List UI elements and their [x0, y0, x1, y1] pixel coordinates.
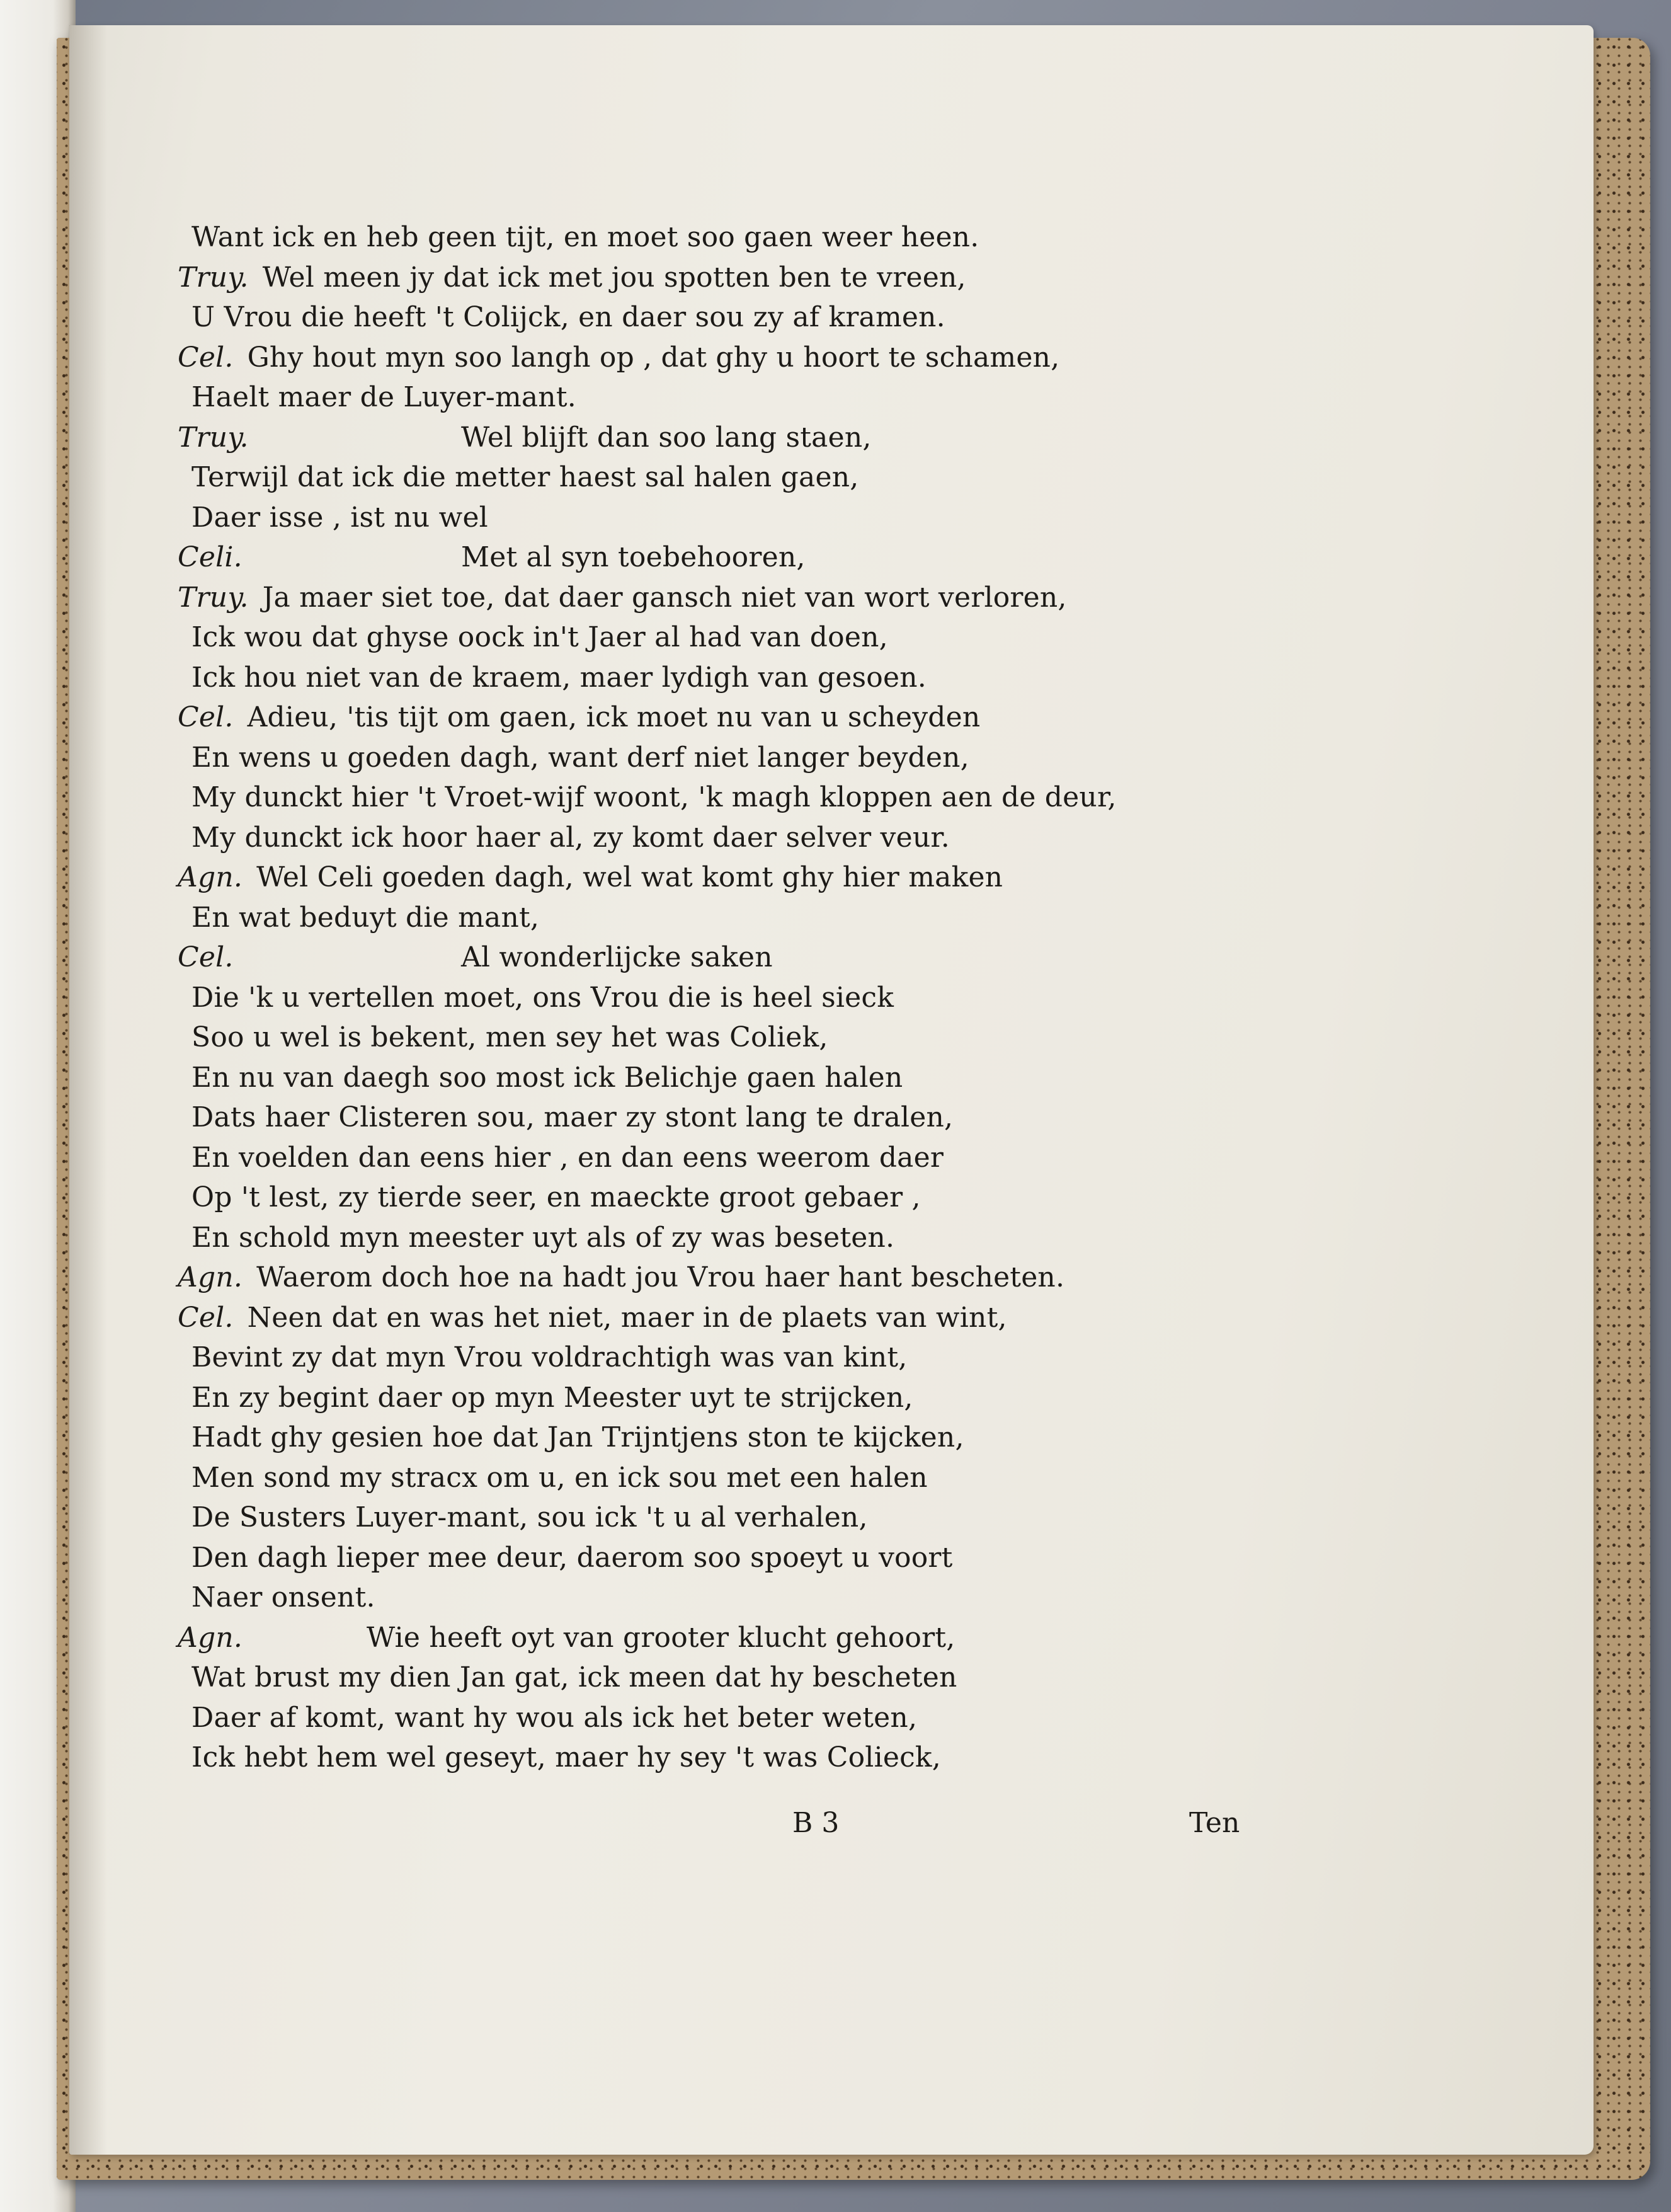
verse-text: Ghy hout myn soo langh op , dat ghy u hoort te schamen,: [247, 341, 1060, 374]
verse-line: [178, 1058, 1311, 1098]
verse-line: [178, 297, 1311, 338]
verse-text: En voelden dan eens hier , en dan eens weerom daer: [191, 1141, 944, 1174]
verse-line: [178, 1618, 1311, 1658]
gutter-shadow: [69, 25, 107, 2155]
speaker-label: Celi.: [178, 541, 242, 573]
verse-continuation: Al wonderlijcke saken: [461, 941, 773, 973]
verse-text: Men sond my stracx om u, en ick sou met een halen: [191, 1461, 928, 1494]
verse-line: [178, 1298, 1311, 1338]
verse-text: En schold myn meester uyt als of zy was beseten.: [191, 1221, 895, 1254]
verse-text: U Vrou die heeft 't Colijck, en daer sou zy af kramen.: [191, 301, 945, 333]
speaker-label: Cel.: [178, 701, 234, 733]
verse-line: [178, 258, 1311, 298]
verse-text: Die 'k u vertellen moet, ons Vrou die is heel sieck: [191, 981, 894, 1014]
verse-continuation: Wie heeft oyt van grooter klucht gehoort,: [367, 1621, 955, 1654]
verse-text: Daer isse , ist nu wel: [191, 501, 488, 534]
verse-line: [178, 818, 1311, 858]
verse-line: [178, 777, 1311, 818]
catchword: Ten: [1189, 1807, 1240, 1839]
verse-line: [178, 1017, 1311, 1058]
verse-text-block: [178, 217, 1311, 1778]
verse-text: Den dagh lieper mee deur, daerom soo spoeyt u voort: [191, 1541, 953, 1574]
verse-text: Soo u wel is bekent, men sey het was Coliek,: [191, 1021, 828, 1053]
verse-text: Wat brust my dien Jan gat, ick meen dat hy bescheten: [191, 1661, 957, 1693]
verse-continuation: Wel blijft dan soo lang staen,: [461, 421, 872, 454]
verse-line: [178, 338, 1311, 378]
verse-text: My dunckt ick hoor haer al, zy komt daer selver veur.: [191, 821, 950, 854]
verse-line: [178, 978, 1311, 1018]
verse-line: [178, 418, 1311, 458]
verse-line: [178, 537, 1311, 578]
speaker-label: Cel.: [178, 941, 234, 973]
verse-text: Ick hebt hem wel geseyt, maer hy sey 't was Colieck,: [191, 1741, 941, 1774]
verse-text: Daer af komt, want hy wou als ick het beter weten,: [191, 1701, 918, 1734]
verse-text: Ja maer siet toe, dat daer gansch niet van wort verloren,: [262, 581, 1067, 614]
verse-text: De Susters Luyer-mant, sou ick 't u al verhalen,: [191, 1501, 868, 1533]
verse-line: [178, 617, 1311, 658]
verse-text: Neen dat en was het niet, maer in de plaets van wint,: [247, 1301, 1007, 1334]
verse-text: Hadt ghy gesien hoe dat Jan Trijntjens ston te kijcken,: [191, 1421, 964, 1453]
speaker-label: Truy.: [178, 581, 249, 614]
verse-line: [178, 1378, 1311, 1418]
verse-line: [178, 498, 1311, 538]
verse-continuation: Met al syn toebehooren,: [461, 541, 806, 573]
verse-line: [178, 457, 1311, 498]
verse-line: [178, 857, 1311, 898]
verse-line: [178, 377, 1311, 418]
verse-line: [178, 1538, 1311, 1578]
verse-text: Ick wou dat ghyse oock in't Jaer al had van doen,: [191, 621, 888, 653]
verse-line: [178, 578, 1311, 618]
speaker-label: Cel.: [178, 1301, 234, 1334]
verse-line: [178, 1338, 1311, 1378]
verse-text: Haelt maer de Luyer-mant.: [191, 381, 576, 413]
verse-line: [178, 937, 1311, 978]
verse-line: [178, 738, 1311, 778]
verse-line: [178, 1138, 1311, 1178]
verse-line: [178, 898, 1311, 938]
verse-line: [178, 658, 1311, 698]
verse-text: En wens u goeden dagh, want derf niet langer beyden,: [191, 741, 969, 774]
verse-text: Wel meen jy dat ick met jou spotten ben te vreen,: [262, 261, 966, 294]
verse-text: Dats haer Clisteren sou, maer zy stont lang te dralen,: [191, 1101, 954, 1133]
verse-line: [178, 1218, 1311, 1258]
verse-text: My dunckt hier 't Vroet-wijf woont, 'k magh kloppen aen de deur,: [191, 781, 1117, 813]
speaker-label: Agn.: [178, 1261, 243, 1293]
signature-mark: B 3: [792, 1807, 840, 1839]
verse-line: [178, 697, 1311, 738]
verse-line: [178, 1738, 1311, 1778]
verse-text: En wat beduyt die mant,: [191, 901, 540, 934]
verse-line: [178, 1178, 1311, 1218]
verse-text: Naer onsent.: [191, 1581, 375, 1613]
verse-line: [178, 1498, 1311, 1538]
speaker-label: Agn.: [178, 1621, 243, 1654]
verse-text: Wel Celi goeden dagh, wel wat komt ghy hier maken: [256, 861, 1003, 893]
verse-line: [178, 217, 1311, 258]
verse-text: Waerom doch hoe na hadt jou Vrou haer hant bescheten.: [256, 1261, 1065, 1293]
speaker-label: Agn.: [178, 861, 243, 893]
verse-line: [178, 1258, 1311, 1298]
speaker-label: Truy.: [178, 261, 249, 294]
speaker-label: Cel.: [178, 341, 234, 374]
verse-text: Ick hou niet van de kraem, maer lydigh van gesoen.: [191, 661, 927, 694]
verse-text: En zy begint daer op myn Meester uyt te strijcken,: [191, 1381, 913, 1414]
verse-line: [178, 1698, 1311, 1738]
verse-text: Want ick en heb geen tijt, en moet soo gaen weer heen.: [191, 221, 979, 253]
verse-text: Bevint zy dat myn Vrou voldrachtigh was van kint,: [191, 1341, 908, 1373]
verse-line: [178, 1658, 1311, 1698]
verse-line: [178, 1418, 1311, 1458]
speaker-label: Truy.: [178, 421, 249, 454]
verse-text: Op 't lest, zy tierde seer, en maeckte groot gebaer ,: [191, 1181, 921, 1213]
verse-text: En nu van daegh soo most ick Belichje gaen halen: [191, 1061, 903, 1094]
verse-line: [178, 1097, 1311, 1138]
verse-text: Terwijl dat ick die metter haest sal halen gaen,: [191, 461, 859, 493]
verse-line: [178, 1458, 1311, 1498]
verse-line: [178, 1578, 1311, 1618]
verse-text: Adieu, 'tis tijt om gaen, ick moet nu van u scheyden: [247, 701, 981, 733]
